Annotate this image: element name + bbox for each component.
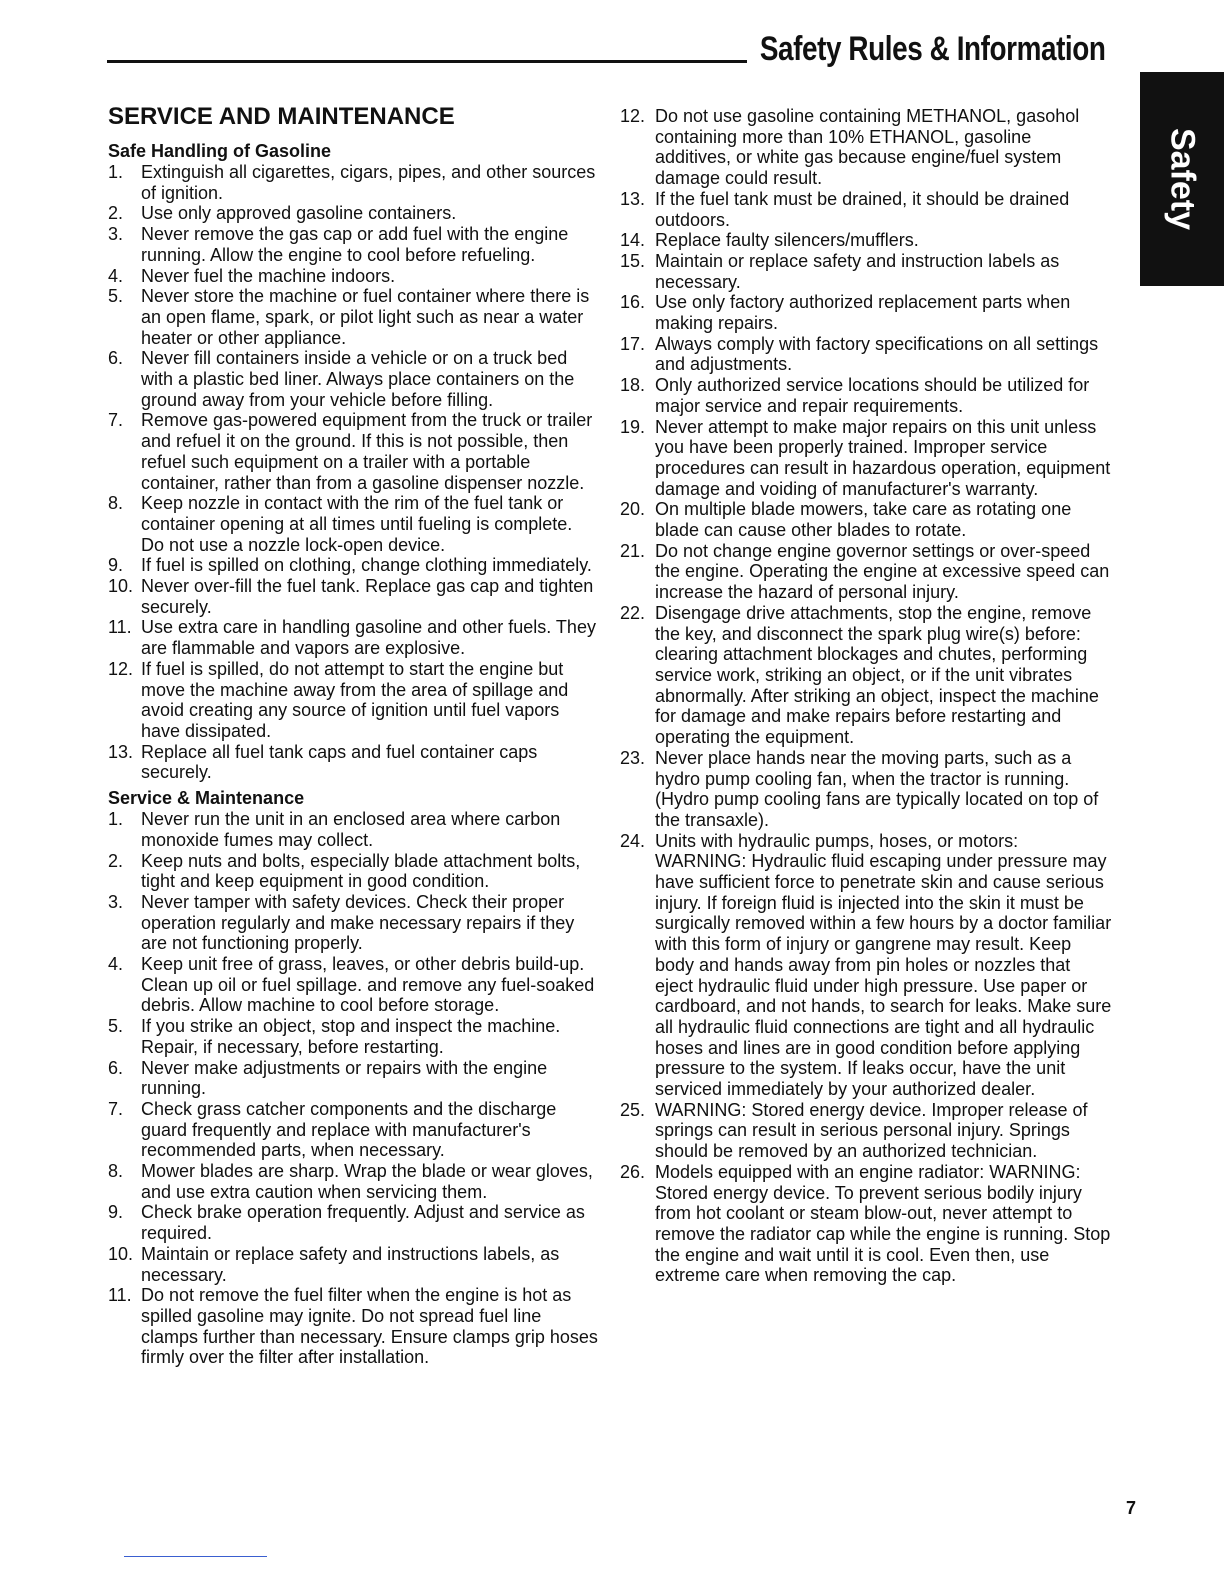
item-text: Disengage drive attachments, stop the engine, remove the key, and disconnect the spark plug wire(s) before: clearing attachment blockages and chutes, performing service work, striking an object, or if the unit vibrates abnormally. After striking an object, inspect the machine for damage and make repairs before restarting and operating the equipment.	[655, 602, 1099, 748]
item-text: Never over-fill the fuel tank. Replace gas cap and tighten securely.	[141, 576, 594, 617]
list-item	[108, 266, 600, 287]
item-text: Use extra care in handling gasoline and other fuels. They are flammable and vapors are explosive.	[141, 617, 596, 659]
item-text: Always comply with factory specifications on all settings and adjustments.	[655, 333, 1099, 375]
item-text: Check grass catcher components and the discharge guard frequently and replace with manufacturer's recommended parts, when necessary.	[141, 1098, 557, 1161]
service-heading: Service & Maintenance	[108, 788, 305, 809]
item-number: 5.	[108, 286, 124, 307]
list-item	[108, 1058, 600, 1099]
item-text: Do not use gasoline containing METHANOL, gasohol containing more than 10% ETHANOL, gasoline additives, or white gas because engine/fuel system damage could result.	[655, 106, 1080, 189]
list-item	[108, 348, 600, 410]
list-item	[108, 809, 600, 850]
list-item	[108, 203, 600, 224]
item-text: Never attempt to make major repairs on this unit unless you have been properly trained. Improper service procedures can result in hazardous operation, equipment damage and voiding of manufacturer's warranty.	[655, 416, 1111, 499]
list-item	[620, 748, 1112, 831]
list-item	[108, 576, 600, 617]
item-number: 15.	[620, 250, 646, 271]
item-text: Never place hands near the moving parts, such as a hydro pump cooling fan, when the tractor is running. (Hydro pump cooling fans are typically located on top of the transaxle).	[655, 747, 1099, 830]
item-number: 22.	[620, 602, 646, 623]
item-text: Models equipped with an engine radiator: WARNING: Stored energy device. To prevent serious bodily injury from hot coolant or steam blow-out, never attempt to remove the radiator cap while the engine is running. Stop the engine and wait until it is cool. Even then, use extreme care when removing the cap.	[655, 1161, 1111, 1286]
item-number: 23.	[620, 747, 646, 768]
item-number: 10.	[108, 1243, 134, 1264]
item-text: Keep nuts and bolts, especially blade attachment bolts, tight and keep equipment in good condition.	[141, 850, 581, 892]
list-item	[108, 1285, 600, 1368]
list-item	[620, 230, 1112, 251]
service-list-continued	[620, 106, 1112, 1286]
item-text: Never run the unit in an enclosed area where carbon monoxide fumes may collect.	[141, 809, 561, 850]
list-item	[108, 1016, 600, 1057]
item-text: Never store the machine or fuel container where there is an open flame, spark, or pilot light such as near a water heater or other appliance.	[141, 286, 590, 348]
safety-tab-label: Safety	[1163, 127, 1202, 231]
item-number: 1.	[108, 162, 124, 182]
page-header-title: Safety Rules & Information	[760, 30, 1106, 68]
footer-line	[124, 1556, 267, 1557]
item-number: 5.	[108, 1016, 124, 1037]
list-item	[108, 659, 600, 742]
item-number: 12.	[620, 106, 646, 126]
left-column	[108, 102, 600, 1368]
item-number: 11.	[108, 617, 132, 638]
item-number: 3.	[108, 224, 124, 245]
list-item	[108, 162, 600, 203]
item-number: 21.	[620, 540, 646, 561]
item-number: 7.	[108, 410, 124, 431]
item-number: 8.	[108, 493, 124, 514]
gasoline-list	[108, 162, 600, 783]
item-number: 16.	[620, 292, 646, 313]
list-item	[108, 493, 600, 555]
list-item	[108, 617, 600, 658]
item-text: Units with hydraulic pumps, hoses, or motors: WARNING: Hydraulic fluid escaping under pressure may have sufficient force to penetrate skin and cause serious injury. If foreign fluid is injected into the skin it must be surgically removed within a few hours by a doctor familiar with this form of injury or gangrene may result. Keep body and hands away from pin holes or nozzles that eject hydraulic fluid under high pressure. Use paper or cardboard, and not hands, to search for leaks. Make sure all hydraulic fluid connections are tight and all hydraulic hoses and lines are in good condition before applying pressure to the system. If leaks occur, have the unit serviced immediately by your authorized dealer.	[655, 830, 1112, 1100]
item-number: 26.	[620, 1161, 646, 1182]
item-number: 9.	[108, 1202, 124, 1223]
list-item	[620, 417, 1112, 500]
item-text: WARNING: Stored energy device. Improper release of springs can result in serious personal injury. Springs should be removed by an authorized technician.	[655, 1099, 1088, 1162]
item-number: 8.	[108, 1161, 124, 1182]
item-text: If fuel is spilled on clothing, change clothing immediately.	[141, 555, 592, 576]
item-text: Never remove the gas cap or add fuel with the engine running. Allow the engine to cool before refueling.	[141, 224, 569, 265]
item-text: Never tamper with safety devices. Check their proper operation regularly and make necessary repairs if they are not functioning properly.	[141, 891, 575, 954]
item-number: 11.	[108, 1285, 132, 1306]
list-item	[620, 499, 1112, 540]
gasoline-heading: Safe Handling of Gasoline	[108, 141, 332, 161]
list-item	[108, 1161, 600, 1202]
item-number: 14.	[620, 230, 646, 251]
item-number: 12.	[108, 658, 134, 679]
section-title: SERVICE AND MAINTENANCE	[108, 103, 455, 130]
list-item	[620, 251, 1112, 292]
item-text: Never fill containers inside a vehicle or on a truck bed with a plastic bed liner. Always place containers on the ground away from your vehicle before filling.	[141, 348, 575, 410]
item-text: Maintain or replace safety and instruction labels as necessary.	[655, 250, 1060, 292]
item-number: 2.	[108, 203, 124, 224]
right-column	[620, 106, 1112, 1286]
list-item	[620, 189, 1112, 230]
item-number: 4.	[108, 265, 124, 286]
item-text: Replace faulty silencers/mufflers.	[655, 230, 919, 251]
page-number: 7	[1126, 1498, 1137, 1518]
item-number: 18.	[620, 375, 646, 396]
item-text: Never fuel the machine indoors.	[141, 265, 396, 286]
item-number: 6.	[108, 348, 124, 369]
list-item	[620, 831, 1112, 1100]
list-item	[108, 1244, 600, 1285]
list-item	[620, 1162, 1112, 1286]
item-number: 17.	[620, 333, 646, 354]
list-item	[108, 954, 600, 1016]
list-item	[108, 851, 600, 892]
item-text: If fuel is spilled, do not attempt to start the engine but move the machine away from the area of spillage and avoid creating any source of ignition until fuel vapors have dissipated.	[141, 658, 569, 741]
item-text: Replace all fuel tank caps and fuel container caps securely.	[141, 741, 538, 783]
list-item	[620, 541, 1112, 603]
item-number: 6.	[108, 1057, 124, 1078]
item-number: 3.	[108, 891, 124, 912]
item-number: 1.	[108, 809, 124, 830]
item-text: Do not remove the fuel filter when the engine is hot as spilled gasoline may ignite. Do not spread fuel line clamps further than necessary. Ensure clamps grip hoses firmly over the filter after installation.	[141, 1285, 598, 1368]
item-text: Never make adjustments or repairs with the engine running.	[141, 1057, 548, 1099]
item-text: Remove gas-powered equipment from the truck or trailer and refuel it on the ground. If this is not possible, then refuel such equipment on a trailer with a portable container, rather than from a gasoline dispenser nozzle.	[141, 410, 593, 493]
header-rule	[107, 60, 747, 63]
list-item	[108, 1202, 600, 1243]
item-text: Extinguish all cigarettes, cigars, pipes, and other sources of ignition.	[141, 162, 596, 203]
list-item	[620, 106, 1112, 189]
list-item	[108, 742, 600, 783]
item-text: On multiple blade mowers, take care as rotating one blade can cause other blades to rotate.	[655, 499, 1072, 541]
list-item	[620, 334, 1112, 375]
item-text: Do not change engine governor settings or over-speed the engine. Operating the engine at excessive speed can increase the hazard of personal injury.	[655, 540, 1110, 603]
item-text: Use only approved gasoline containers.	[141, 203, 457, 224]
item-text: Only authorized service locations should be utilized for major service and repair requirements.	[655, 375, 1090, 416]
item-number: 24.	[620, 830, 646, 851]
list-item	[620, 292, 1112, 333]
item-number: 4.	[108, 954, 124, 975]
list-item	[108, 892, 600, 954]
list-item	[108, 286, 600, 348]
item-number: 19.	[620, 416, 646, 437]
item-text: Check brake operation frequently. Adjust and service as required.	[141, 1202, 585, 1244]
list-item	[108, 555, 600, 576]
item-number: 25.	[620, 1099, 646, 1120]
list-item	[620, 375, 1112, 416]
list-item	[620, 1100, 1112, 1162]
item-text: Maintain or replace safety and instructions labels, as necessary.	[141, 1243, 560, 1285]
list-item	[108, 410, 600, 493]
safety-section-tab[interactable]	[1140, 72, 1224, 286]
item-text: Mower blades are sharp. Wrap the blade or wear gloves, and use extra caution when servicing them.	[141, 1161, 593, 1202]
item-number: 7.	[108, 1098, 124, 1119]
list-item	[108, 1099, 600, 1161]
item-number: 9.	[108, 555, 124, 576]
list-item	[108, 224, 600, 265]
list-item	[620, 603, 1112, 748]
item-text: Keep unit free of grass, leaves, or other debris build-up. Clean up oil or fuel spillage. and remove any fuel-soaked debris. Allow machine to cool before storage.	[141, 954, 595, 1016]
service-list	[108, 809, 600, 1368]
item-number: 20.	[620, 499, 646, 520]
item-number: 13.	[620, 188, 646, 209]
item-number: 10.	[108, 576, 134, 597]
item-text: If you strike an object, stop and inspect the machine. Repair, if necessary, before restarting.	[141, 1016, 561, 1057]
item-number: 13.	[108, 741, 134, 762]
item-number: 2.	[108, 850, 124, 871]
item-text: Keep nozzle in contact with the rim of the fuel tank or container opening at all times until fueling is complete. Do not use a nozzle lock-open device.	[141, 493, 573, 555]
item-text: Use only factory authorized replacement parts when making repairs.	[655, 292, 1071, 334]
item-text: If the fuel tank must be drained, it should be drained outdoors.	[655, 188, 1070, 230]
